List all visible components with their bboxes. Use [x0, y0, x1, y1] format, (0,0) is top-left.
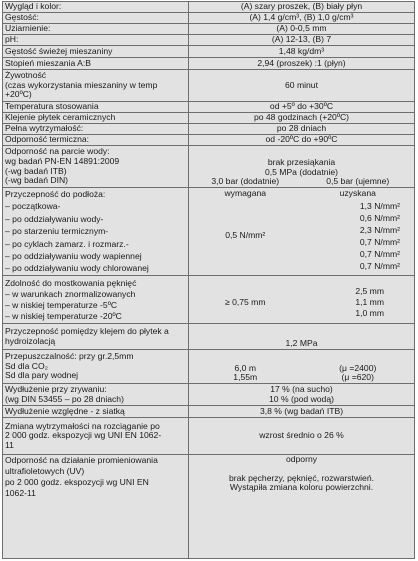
row-label [3, 24, 189, 35]
value-pot-life: 60 minut [285, 79, 318, 90]
label-mix-density: Gęstość świeżej mieszaniny [5, 45, 113, 56]
row-label [3, 46, 189, 58]
row-value [189, 102, 415, 113]
value-tile-gluing: po 48 godzinach (+20ºC) [253, 112, 350, 123]
value-ph: (A) 12-13, (B) 7 [271, 34, 332, 45]
label-adhesion-2: – po oddziaływaniu wody- [5, 213, 104, 224]
label-density: Gęstość: [5, 12, 39, 23]
row-value [189, 2, 415, 13]
row-label [3, 13, 189, 24]
value-water-3-row [191, 177, 412, 187]
value-permeability-co2: 6,0 m [234, 362, 256, 373]
row-value [189, 406, 415, 418]
row-label [3, 146, 189, 188]
table-row [3, 113, 415, 124]
label-water: Odporność na parcie wody: [5, 146, 110, 157]
label-tensile-2: 2 000 godz. ekspozycji wg UNI EN 1062- [5, 430, 162, 441]
adhesion-obtained-5: 0,7 N/mm² [359, 248, 400, 259]
label-pot-life: Żywotność [5, 70, 47, 81]
label-adhesion-4: – po cyklach zamarz. i rozmarz.- [5, 238, 129, 249]
row-value [189, 324, 415, 350]
label-bridging-1: – w warunkach znormalizowanych [5, 288, 136, 299]
table-row [3, 324, 415, 350]
label-tensile: Zmiana wytrzymałości na rozciąganie po [5, 420, 160, 431]
adhesion-values [189, 200, 414, 272]
label-uv: Odporność na działanie promieniowania [5, 455, 158, 465]
label-water-3: (-wg badań ITB) [5, 165, 67, 176]
adhesion-obtained-1: 1,3 N/mm² [359, 200, 400, 211]
label-tile-adhesion-2: hydroizolacją [5, 335, 56, 346]
table-row [3, 276, 415, 324]
value-elongation-water: 10 % (pod wodą) [269, 393, 334, 404]
row-value [189, 276, 415, 324]
value-uv-no-defects: brak pęcherzy, pęknięć, rozwarstwień. [228, 472, 375, 483]
table-row [3, 46, 415, 58]
label-tile-gluing: Klejenie płytek ceramicznych [5, 112, 116, 123]
value-tile-adhesion: 1,2 MPa [285, 338, 318, 349]
label-permeability-co2: Sd dla CO₂ [5, 360, 48, 371]
row-value [189, 384, 415, 406]
adhesion-required: 0,5 N/mm² [225, 229, 266, 240]
row-value [189, 455, 415, 559]
adhesion-obtained-2: 0,6 N/mm² [359, 212, 400, 223]
table-row [3, 2, 415, 13]
value-grain: (A) 0-0,5 mm [276, 23, 327, 34]
table-row [3, 24, 415, 35]
row-label [3, 58, 189, 70]
value-water-3a: 3,0 bar (dodatnie) [211, 176, 280, 187]
label-permeability: Przepuszczalność: przy gr.2,5mm [5, 351, 134, 362]
table-row [3, 418, 415, 455]
value-water-3b: 0,5 bar (ujemne) [326, 176, 390, 187]
label-bridging: Zdolność do mostkowania pęknięć [5, 277, 137, 288]
label-temp-application: Temperatura stosowania [5, 101, 99, 112]
row-label [3, 113, 189, 124]
adhesion-head-obtained: uzyskana [339, 188, 376, 198]
adhesion-obtained-list [302, 200, 415, 272]
label-adhesion-5: – po oddziaływaniu wody wapiennej [5, 251, 142, 262]
adhesion-obtained-4: 0,7 N/mm² [359, 236, 400, 247]
label-tile-adhesion: Przyczepność pomiędzy klejem do płytek a [5, 325, 169, 336]
value-temp-application: od +5º do +30ºC [269, 101, 334, 112]
label-thermal: Odporność termiczna: [5, 134, 90, 145]
value-uv-resistant: odporny [285, 454, 318, 464]
table-row [3, 35, 415, 46]
label-adhesion-3: – po starzeniu termicznym- [5, 226, 109, 237]
table-row [3, 146, 415, 188]
row-value [189, 188, 415, 276]
bridging-obtained-2: 1,1 mm [355, 297, 384, 307]
row-label [3, 70, 189, 102]
label-adhesion-1: – początkowa- [5, 201, 61, 212]
table-row [3, 124, 415, 135]
table-row [3, 384, 415, 406]
adhesion-obtained-6: 0,7 N/mm² [359, 260, 400, 271]
row-value [189, 135, 415, 146]
label-mix-ratio: Stopień mieszania A:B [5, 57, 91, 68]
row-label [3, 35, 189, 46]
table-row [3, 70, 415, 102]
row-label [3, 384, 189, 406]
permeability-row-1 [191, 364, 412, 374]
table-row [3, 58, 415, 70]
label-permeability-vapour: Sd dla pary wodnej [5, 370, 79, 381]
table-row [3, 406, 415, 418]
table-row [3, 455, 415, 559]
label-uv-4: 1062-11 [5, 488, 36, 498]
label-bridging-3: – w niskiej temperaturze -20ºC [5, 310, 122, 321]
value-permeability-vapour: 1,55m [233, 372, 258, 383]
label-elongation-2: (wg DIN 53455 – po 28 dniach) [5, 393, 124, 404]
label-pot-life-2: (czas wykorzystania mieszaniny w temp [5, 79, 158, 90]
row-value [189, 146, 415, 188]
label-rel-elongation: Wydłużenie względne - z siatką [5, 405, 125, 416]
value-water-2: 0,5 MPa (dodatnie) [264, 166, 339, 177]
value-full-strength: po 28 dniach [276, 123, 327, 134]
label-adhesion-6: – po oddziaływaniu wody chlorowanej [5, 263, 149, 274]
label-uv-2: ultrafioletowych (UV) [5, 466, 85, 476]
label-adhesion: Przyczepność do podłoża: [5, 189, 106, 199]
table-row [3, 102, 415, 113]
label-pot-life-3: +20ºC) [5, 89, 32, 100]
row-value [189, 418, 415, 455]
row-value [189, 35, 415, 46]
label-water-4: (-wg badań DIN) [5, 175, 69, 186]
table-row [3, 135, 415, 146]
row-label [3, 102, 189, 113]
label-elongation: Wydłużenie przy zrywaniu: [5, 383, 107, 394]
table-row [3, 350, 415, 384]
row-label [3, 2, 189, 13]
row-value [189, 70, 415, 102]
adhesion-grid [189, 188, 414, 200]
label-tensile-3: 11 [5, 439, 14, 450]
value-permeability-vapour-mu: (μ =620) [341, 372, 374, 383]
value-water-1: brak przesiąkania [267, 157, 336, 168]
row-label [3, 324, 189, 350]
value-mix-density: 1,48 kg/dm³ [278, 45, 325, 56]
bridging-obtained-3: 1,0 mm [355, 308, 384, 318]
row-label [3, 418, 189, 455]
label-grain: Uziarnienie: [5, 23, 51, 34]
adhesion-head-required: wymagana [224, 188, 267, 198]
table-row [3, 188, 415, 276]
row-value [189, 350, 415, 384]
value-density: (A) 1,4 g/cm³, (B) 1,0 g/cm³ [249, 12, 354, 23]
label-bridging-2: – w niskiej temperaturze -5ºC [5, 299, 118, 310]
row-value [189, 58, 415, 70]
bridging-obtained-1: 2,5 mm [355, 286, 384, 296]
row-label [3, 455, 189, 559]
label-water-2: wg badań PN-EN 14891:2009 [5, 155, 120, 166]
value-uv-color-change: Wystąpiła zmiana koloru powierzchni. [229, 482, 374, 493]
row-label [3, 406, 189, 418]
value-appearance: (A) szary proszek, (B) biały płyn [240, 1, 363, 12]
row-value [189, 124, 415, 135]
row-value [189, 24, 415, 35]
row-label [3, 188, 189, 276]
row-value [189, 13, 415, 24]
label-ph: pH: [5, 34, 19, 45]
permeability-row-2 [191, 373, 412, 383]
value-elongation-dry: 17 % (na sucho) [270, 383, 333, 394]
value-tensile: wzrost średnio o 26 % [259, 430, 344, 441]
row-label [3, 124, 189, 135]
specification-table [2, 1, 415, 559]
bridging-values [189, 280, 414, 319]
table-row [3, 13, 415, 24]
bridging-obtained-list [302, 286, 415, 319]
value-rel-elongation: 3,8 % (wg badań ITB) [259, 405, 344, 416]
adhesion-obtained-3: 2,3 N/mm² [359, 224, 400, 235]
bridging-required: ≥ 0,75 mm [224, 296, 266, 307]
label-appearance: Wygląd i kolor: [5, 1, 62, 12]
row-label [3, 350, 189, 384]
row-label [3, 276, 189, 324]
label-full-strength: Pełna wytrzymałość: [5, 123, 84, 134]
row-value [189, 46, 415, 58]
row-label [3, 135, 189, 146]
row-value [189, 113, 415, 124]
label-uv-3: po 2 000 godz. ekspozycji wg UNI EN [5, 477, 149, 487]
value-mix-ratio: 2,94 (proszek) :1 (płyn) [257, 57, 346, 68]
value-thermal: od -20ºC do +90ºC [265, 134, 338, 145]
value-permeability-co2-mu: (μ =2400) [339, 362, 377, 373]
